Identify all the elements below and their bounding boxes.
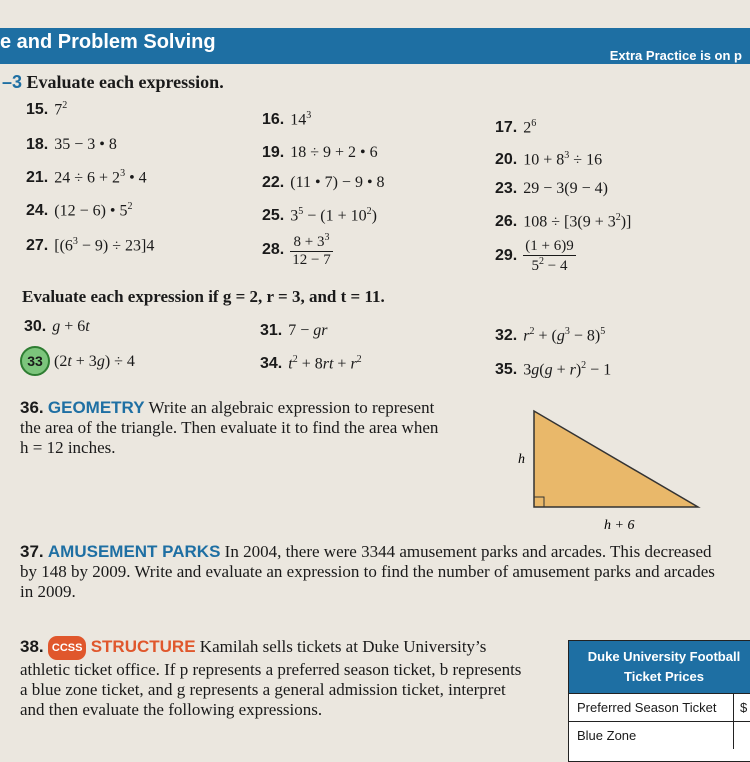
exercise-number: 23. (495, 180, 518, 197)
exercise-24: 24. (12 − 6) • $5^2$ (26, 201, 133, 220)
ccss-badge: CCSS (48, 636, 87, 660)
table-cell-value: $ (733, 694, 747, 721)
problem-text: Write an algebraic expression to represent the area of the triangle. Then evaluate it to find the area when h = 12 inches. (20, 398, 439, 457)
problem-text: In 2004, there were 3344 amusement parks and arcades. This decreased by 148 by 2009. Write and evaluate an expression to find the number of amusement parks and arcades in 2009. (20, 542, 715, 601)
exercise-number: 15. (26, 101, 49, 119)
problem-category: STRUCTURE (90, 636, 196, 656)
problem-number: 36. (20, 398, 44, 417)
problem-number: 38. (20, 636, 44, 656)
exercise-number: 16. (262, 111, 285, 129)
exercise-number: 22. (262, 174, 285, 191)
ticket-prices-table (568, 640, 750, 762)
problem-category: GEOMETRY (47, 398, 145, 417)
exercise-29 (495, 238, 576, 275)
exercise-number: 30. (24, 318, 47, 335)
problem-text: Kamilah sells tickets at Duke University’s athletic ticket office. If p represents a preferred season ticket, b represents a blue zone ticket, and g represents a general admission ticket, interpret and then evaluate the following expressions. (20, 636, 522, 719)
exercise-number: 28. (262, 241, 285, 259)
exercise-18: 18. 35 − 3 • 8 (26, 136, 117, 153)
problem-category: AMUSEMENT PARKS (47, 542, 221, 561)
extra-practice-note: Extra Practice is on p (609, 48, 742, 63)
exercise-27: 27. $[(6^3 - 9) \div 23]4$ (26, 236, 155, 255)
exercise-30: 30. g + 6t (24, 318, 90, 335)
problem-number: 37. (20, 542, 44, 561)
exercise-number: 24. (26, 202, 49, 220)
exercise-31: 31. 7 − gr (260, 322, 328, 339)
exercise-21: 21. $24 \div 6 + 2^3$ • 4 (26, 168, 147, 187)
triangle-shape (534, 411, 698, 507)
exercise-15: 15. $7^2$ (26, 100, 68, 119)
height-label: h (518, 452, 525, 467)
table-cell-label: Blue Zone (577, 728, 637, 743)
exercise-16: 16. $14^3$ (262, 110, 312, 129)
base-label: h + 6 (604, 518, 635, 533)
exercise-23: 23. 29 − 3(9 − 4) (495, 180, 608, 197)
section-title: e and Problem Solving (0, 31, 216, 53)
problem-36 (20, 398, 440, 458)
exercise-32: 32. $r^2 + (g^3 - 8)^5$ (495, 326, 606, 345)
instruction-variables: Evaluate each expression if g = 2, r = 3, and t = 11. (22, 287, 385, 306)
exercise-35: 35. $3g(g + r)^2 - 1$ (495, 360, 612, 379)
exercise-20: 20. $10 + 8^3 \div 16$ (495, 150, 603, 169)
exercise-number: 27. (26, 237, 49, 255)
exercise-number: 21. (26, 169, 49, 187)
exercise-number: 26. (495, 213, 518, 231)
exercise-number: 17. (495, 119, 518, 137)
exercise-number: 25. (262, 207, 285, 225)
instruction-text: Evaluate each expression. (26, 72, 224, 92)
exercise-22: 22. (11 • 7) − 9 • 8 (262, 174, 385, 191)
exercise-number: 29. (495, 247, 518, 265)
exercise-19: 19. 18 ÷ 9 + 2 • 6 (262, 144, 378, 161)
fraction: $\frac{8 + 3^3}{12 - 7}$ (292, 232, 331, 268)
exercise-34: 34. $t^2 + 8rt + r^2$ (260, 354, 362, 373)
table-cell-label: Preferred Season Ticket (577, 700, 717, 715)
table-header: Duke University Football Ticket Prices (569, 641, 750, 693)
fraction: $\frac{(1 + 6)9}{5^2 - 4}$ (525, 238, 574, 274)
exercise-number: 34. (260, 355, 283, 373)
lesson-reference: –3 (2, 72, 23, 92)
exercise-25: 25. $3^5 - (1 + 10^2)$ (262, 206, 377, 225)
instruction-heading (2, 72, 224, 93)
exercise-28 (262, 232, 333, 269)
problem-38 (20, 636, 530, 720)
exercise-number: 32. (495, 327, 518, 345)
exercise-17: 17. $2^6$ (495, 118, 537, 137)
table-row (569, 693, 750, 721)
exercise-number: 35. (495, 361, 518, 379)
section-header-bar (0, 28, 750, 64)
exercise-number: 31. (260, 322, 283, 339)
right-triangle-figure (510, 405, 730, 535)
exercise-number: 20. (495, 151, 518, 169)
exercise-33: 33 (2t + 3g) ÷ 4 (20, 346, 135, 376)
circled-exercise-number: 33 (20, 346, 50, 376)
problem-37 (20, 542, 725, 602)
exercise-26: 26. $108 \div [3(9 + 3^2)]$ (495, 212, 632, 231)
exercise-number: 19. (262, 144, 285, 161)
table-cell-value (733, 722, 740, 749)
table-row (569, 721, 750, 749)
exercise-number: 18. (26, 136, 49, 153)
